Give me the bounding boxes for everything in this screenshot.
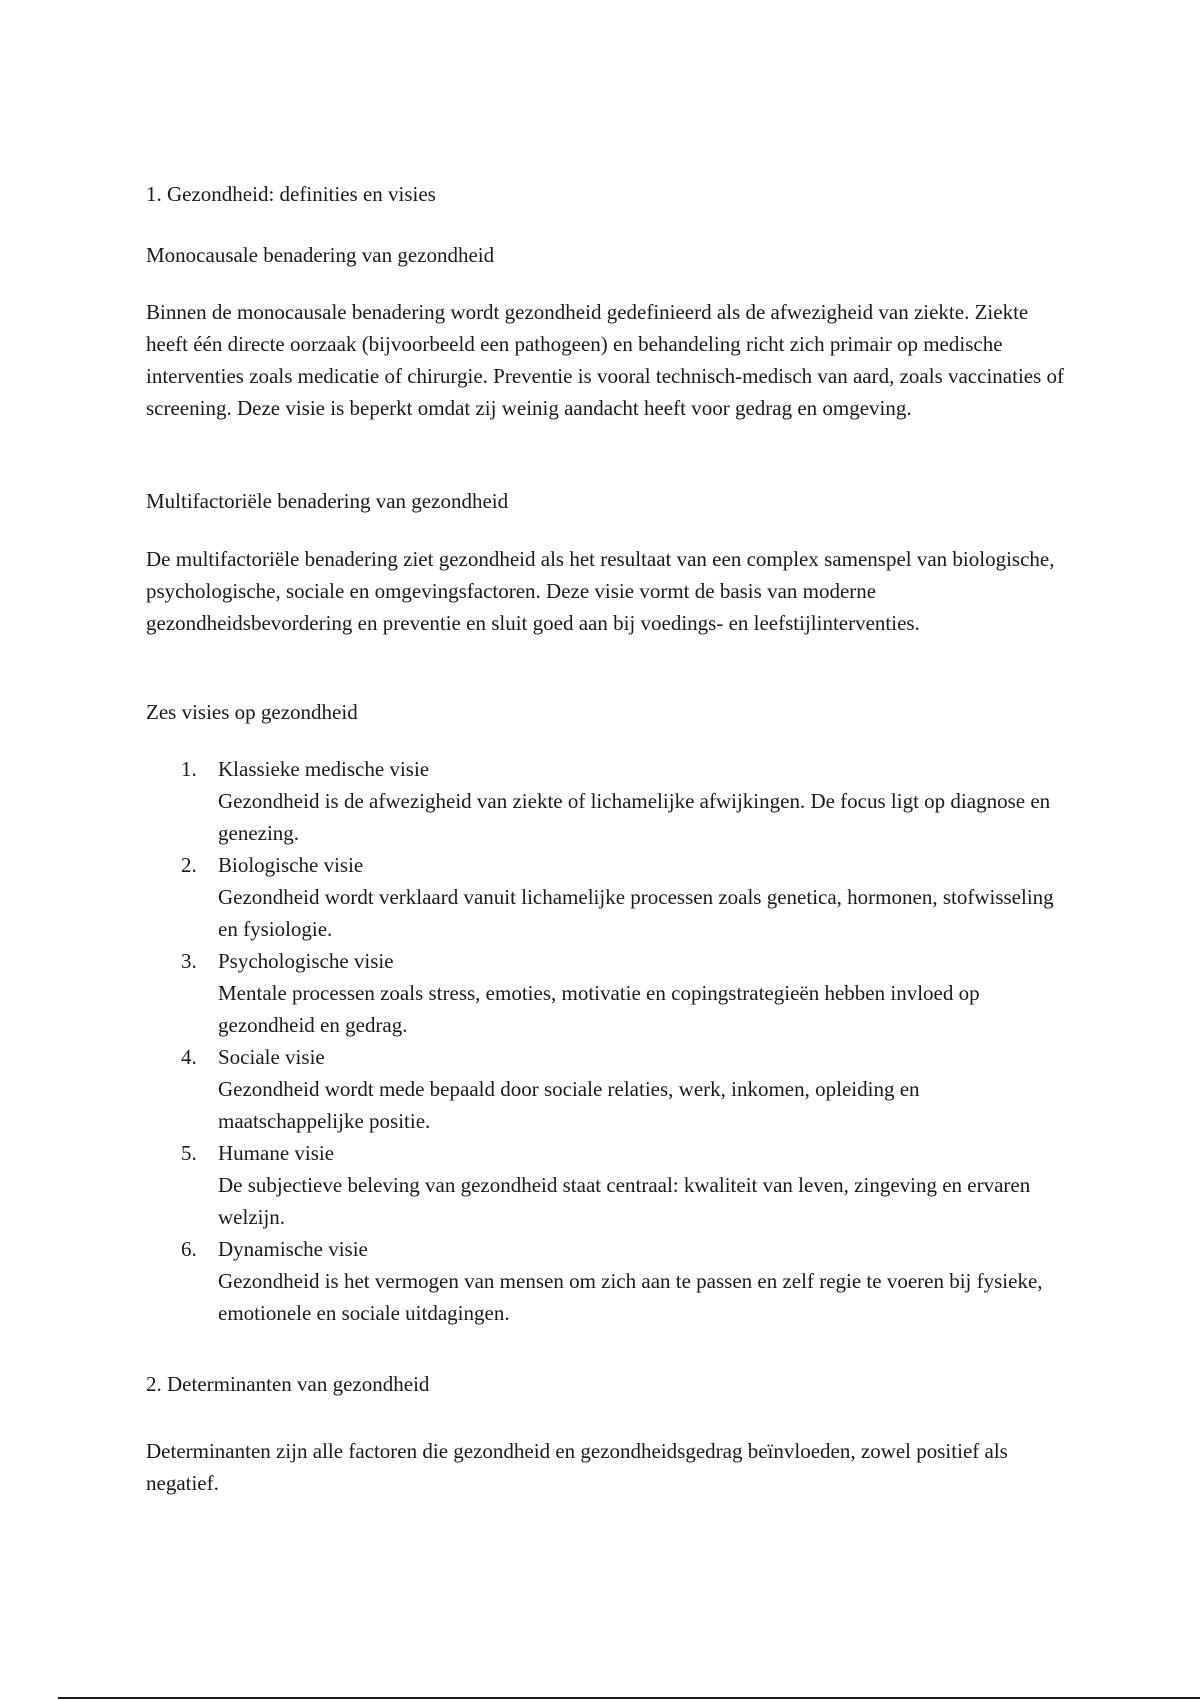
multifactorial-paragraph: De multifactoriële benadering ziet gezondheid als het resultaat van een complex samenspel van biologische, psychologische, sociale en omgevingsfactoren. Deze visie vormt de basis van moderne gezondheidsbevordering en preventie en sluit goed aan bij voedings- en leefstijlinterventies. [146,547,1055,635]
vision-description: Gezondheid wordt verklaard vanuit lichamelijke processen zoals genetica, hormonen, stofwisseling en fysiologie. [218,885,1054,941]
page-bottom-divider [58,1697,1200,1699]
vision-number: 1. [181,757,197,781]
vision-item [146,1041,1066,1137]
vision-title: Biologische visie [218,853,364,877]
vision-number: 2. [181,853,197,877]
vision-title: Psychologische visie [218,949,394,973]
vision-item [146,1233,1066,1329]
monocausal-heading: Monocausale benadering van gezondheid [146,243,495,267]
vision-item [146,1137,1066,1233]
vision-title: Dynamische visie [218,1237,368,1261]
section-2-title: 2. Determinanten van gezondheid [146,1372,430,1396]
vision-description: Mentale processen zoals stress, emoties, motivatie en copingstrategieën hebben invloed op gezondheid en gedrag. [218,981,980,1037]
visions-list [146,753,1066,1329]
vision-number: 3. [181,949,197,973]
vision-item [146,849,1066,945]
visions-heading: Zes visies op gezondheid [146,700,358,724]
multifactorial-heading: Multifactoriële benadering van gezondheid [146,489,509,513]
vision-number: 4. [181,1045,197,1069]
vision-description: Gezondheid is het vermogen van mensen om zich aan te passen en zelf regie te voeren bij fysieke, emotionele en sociale uitdagingen. [218,1269,1043,1325]
determinants-paragraph: Determinanten zijn alle factoren die gezondheid en gezondheidsgedrag beïnvloeden, zowel positief als negatief. [146,1439,1008,1495]
vision-title: Sociale visie [218,1045,325,1069]
monocausal-paragraph: Binnen de monocausale benadering wordt gezondheid gedefinieerd als de afwezigheid van ziekte. Ziekte heeft één directe oorzaak (bijvoorbeeld een pathogeen) en behandeling richt zich primair op medische interventies zoals medicatie of chirurgie. Preventie is vooral technisch-medisch van aard, zoals vaccinaties of screening. Deze visie is beperkt omdat zij weinig aandacht heeft voor gedrag en omgeving. [146,300,1065,420]
vision-description: De subjectieve beleving van gezondheid staat centraal: kwaliteit van leven, zingeving en ervaren welzijn. [218,1173,1031,1229]
vision-description: Gezondheid wordt mede bepaald door sociale relaties, werk, inkomen, opleiding en maatschappelijke positie. [218,1077,920,1133]
vision-title: Klassieke medische visie [218,757,430,781]
vision-number: 5. [181,1141,197,1165]
vision-title: Humane visie [218,1141,335,1165]
vision-description: Gezondheid is de afwezigheid van ziekte of lichamelijke afwijkingen. De focus ligt op diagnose en genezing. [218,789,1051,845]
vision-item [146,945,1066,1041]
vision-item [146,753,1066,849]
vision-number: 6. [181,1237,197,1261]
section-1-title: 1. Gezondheid: definities en visies [146,182,436,206]
